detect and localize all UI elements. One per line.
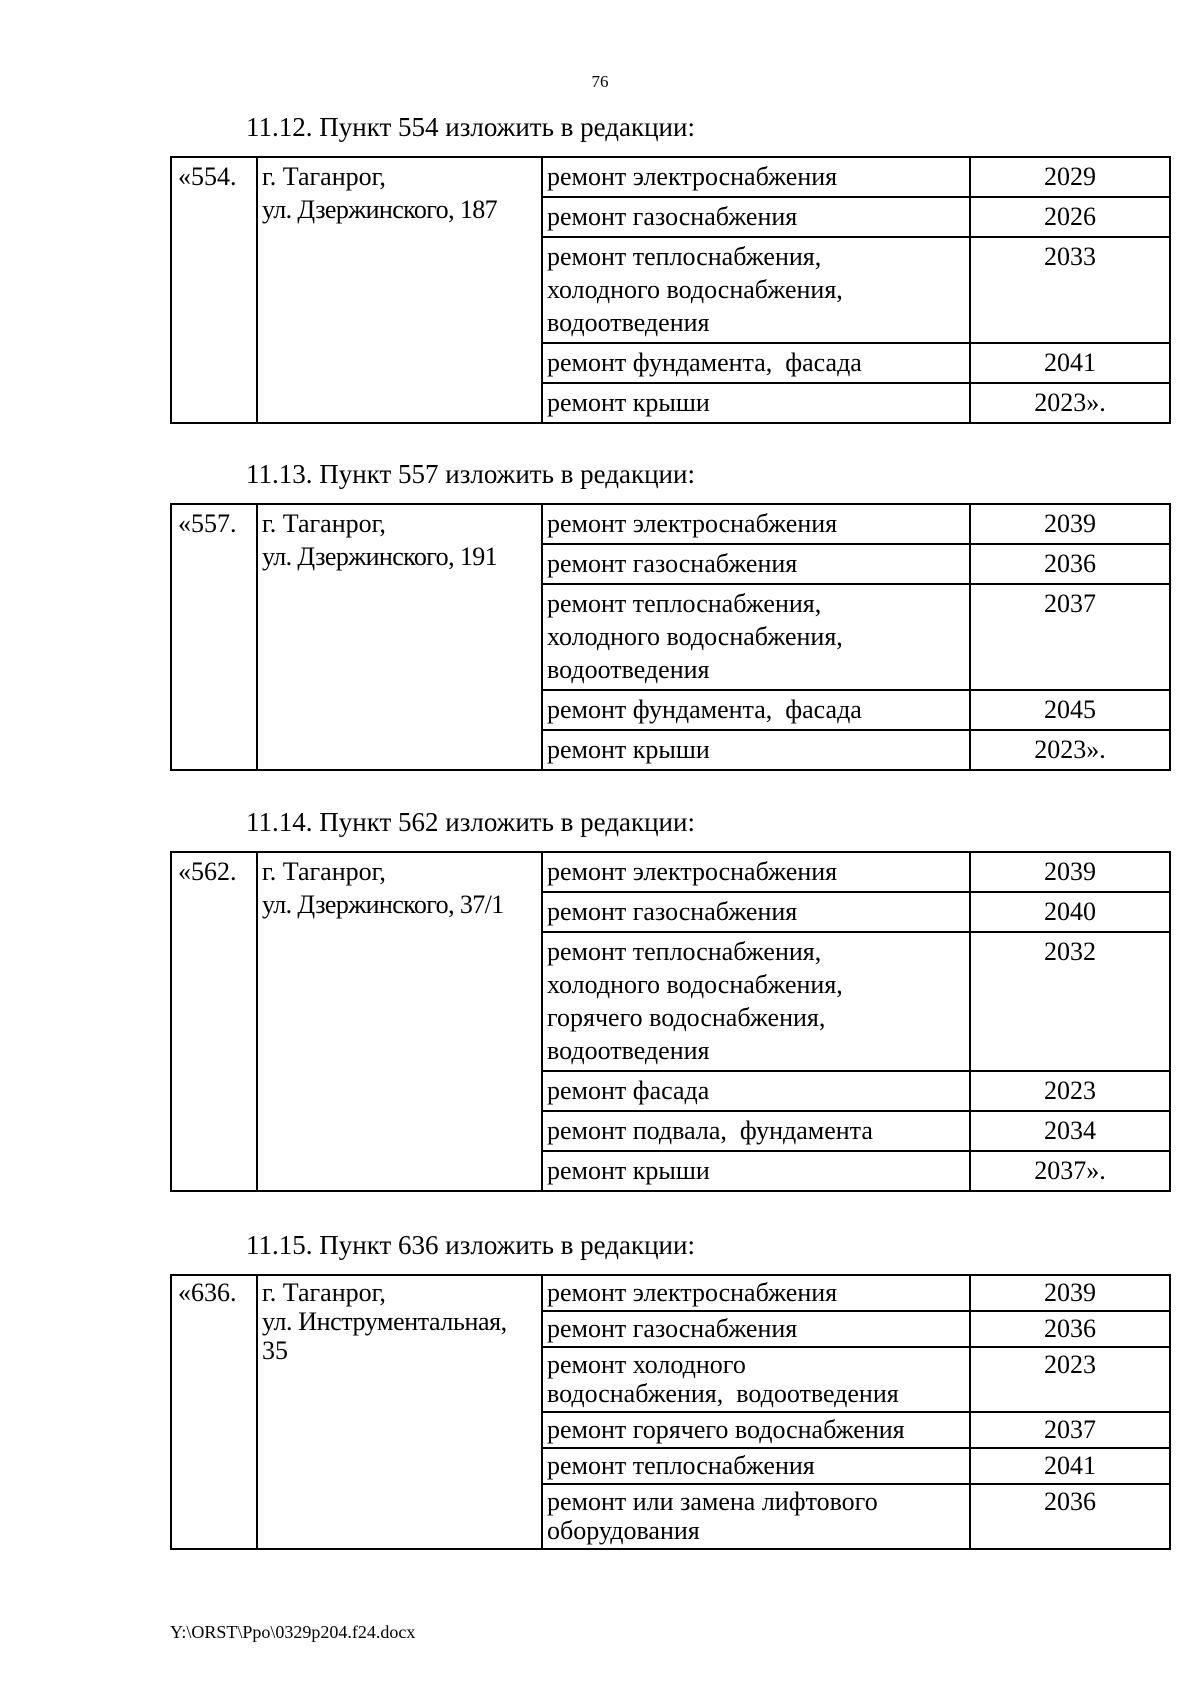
year-cell: 2026 [970,197,1170,237]
work-line: оборудования [547,1516,700,1545]
year-cell: 2037 [970,584,1170,690]
address-line: г. Таганрог, [262,857,386,886]
work-cell [542,892,970,932]
address-line: г. Таганрог, [262,509,386,538]
work-cell [542,1484,970,1549]
address-cell [257,1275,542,1549]
work-line: ремонт подвала, фундамента [547,1116,873,1145]
work-line: ремонт или замена лифтового [547,1487,878,1516]
work-cell [542,1412,970,1448]
footer-file-path: Y:\ORST\Ppo\0329p204.f24.docx [170,1622,416,1642]
work-line: ремонт газоснабжения [547,549,798,578]
work-cell [542,1151,970,1191]
work-line: ремонт холодного [547,1350,746,1379]
work-line: водоснабжения, водоотведения [547,1379,899,1408]
year-cell: 2037». [970,1151,1170,1191]
work-line: ремонт крыши [547,735,710,764]
work-cell [542,1111,970,1151]
work-cell [542,584,970,690]
item-number: «636. [171,1275,257,1549]
work-line: ремонт фундамента, фасада [547,695,862,724]
work-line: ремонт электроснабжения [547,162,838,191]
address-cell [257,157,542,423]
year-cell: 2037 [970,1412,1170,1448]
work-line: горячего водоснабжения, [547,1003,826,1032]
work-line: водоотведения [547,655,710,684]
year-cell: 2036 [970,1484,1170,1549]
work-line: ремонт фундамента, фасада [547,348,862,377]
item-number: «557. [171,504,257,770]
work-cell [542,157,970,197]
year-cell: 2039 [970,504,1170,544]
section-heading: 11.14. Пункт 562 изложить в редакции: [246,807,695,837]
address-cell [257,504,542,770]
address-line: 35 [262,1336,288,1365]
work-cell [542,852,970,892]
work-line: ремонт газоснабжения [547,897,798,926]
work-cell [542,690,970,730]
item-number: «562. [171,852,257,1191]
work-line: холодного водоснабжения, [547,970,843,999]
section-heading: 11.12. Пункт 554 изложить в редакции: [246,112,695,142]
page-number: 76 [591,72,609,91]
year-cell: 2040 [970,892,1170,932]
work-line: ремонт крыши [547,388,710,417]
work-cell [542,343,970,383]
work-cell [542,1347,970,1412]
work-line: ремонт фасада [547,1076,710,1105]
table-row [171,1275,1170,1311]
work-line: ремонт электроснабжения [547,1278,838,1307]
table-row [171,852,1170,892]
year-cell: 2032 [970,932,1170,1071]
work-cell [542,237,970,343]
work-line: ремонт электроснабжения [547,857,838,886]
entry-table [170,851,1171,1192]
work-cell [542,383,970,423]
item-number: «554. [171,157,257,423]
work-cell [542,1448,970,1484]
year-cell: 2039 [970,1275,1170,1311]
year-cell: 2029 [970,157,1170,197]
work-line: ремонт газоснабжения [547,1314,798,1343]
year-cell: 2034 [970,1111,1170,1151]
address-line: ул. Дзержинского, 191 [262,542,498,571]
work-line: ремонт теплоснабжения, [547,242,822,271]
table-row [171,157,1170,197]
section-heading: 11.13. Пункт 557 изложить в редакции: [246,459,695,489]
table-row [171,504,1170,544]
work-line: ремонт горячего водоснабжения [547,1415,905,1444]
work-line: ремонт теплоснабжения, [547,937,822,966]
section-562 [170,806,1180,1192]
work-line: холодного водоснабжения, [547,622,843,651]
work-line: ремонт крыши [547,1156,710,1185]
year-cell: 2023». [970,383,1170,423]
year-cell: 2023». [970,730,1170,770]
work-cell [542,1311,970,1347]
work-cell [542,1071,970,1111]
section-554 [170,111,1180,424]
entry-table [170,156,1171,424]
year-cell: 2023 [970,1071,1170,1111]
year-cell: 2023 [970,1347,1170,1412]
work-cell [542,504,970,544]
work-line: ремонт теплоснабжения, [547,589,822,618]
section-heading: 11.15. Пункт 636 изложить в редакции: [246,1230,695,1260]
address-line: г. Таганрог, [262,162,386,191]
work-line: водоотведения [547,1036,710,1065]
section-557 [170,458,1180,771]
entry-table [170,1274,1171,1550]
year-cell: 2045 [970,690,1170,730]
address-line: г. Таганрог, [262,1278,386,1307]
address-line: ул. Дзержинского, 187 [262,195,498,224]
year-cell: 2041 [970,1448,1170,1484]
work-cell [542,730,970,770]
work-line: ремонт теплоснабжения [547,1451,815,1480]
work-line: ремонт газоснабжения [547,202,798,231]
year-cell: 2033 [970,237,1170,343]
address-cell [257,852,542,1191]
year-cell: 2036 [970,544,1170,584]
year-cell: 2039 [970,852,1170,892]
year-cell: 2036 [970,1311,1170,1347]
work-line: ремонт электроснабжения [547,509,838,538]
address-line: ул. Инструментальная, [262,1307,507,1336]
work-line: холодного водоснабжения, [547,275,843,304]
work-cell [542,197,970,237]
work-cell [542,932,970,1071]
entry-table [170,503,1171,771]
section-636 [170,1229,1180,1550]
year-cell: 2041 [970,343,1170,383]
work-cell [542,544,970,584]
work-line: водоотведения [547,308,710,337]
work-cell [542,1275,970,1311]
address-line: ул. Дзержинского, 37/1 [262,890,504,919]
